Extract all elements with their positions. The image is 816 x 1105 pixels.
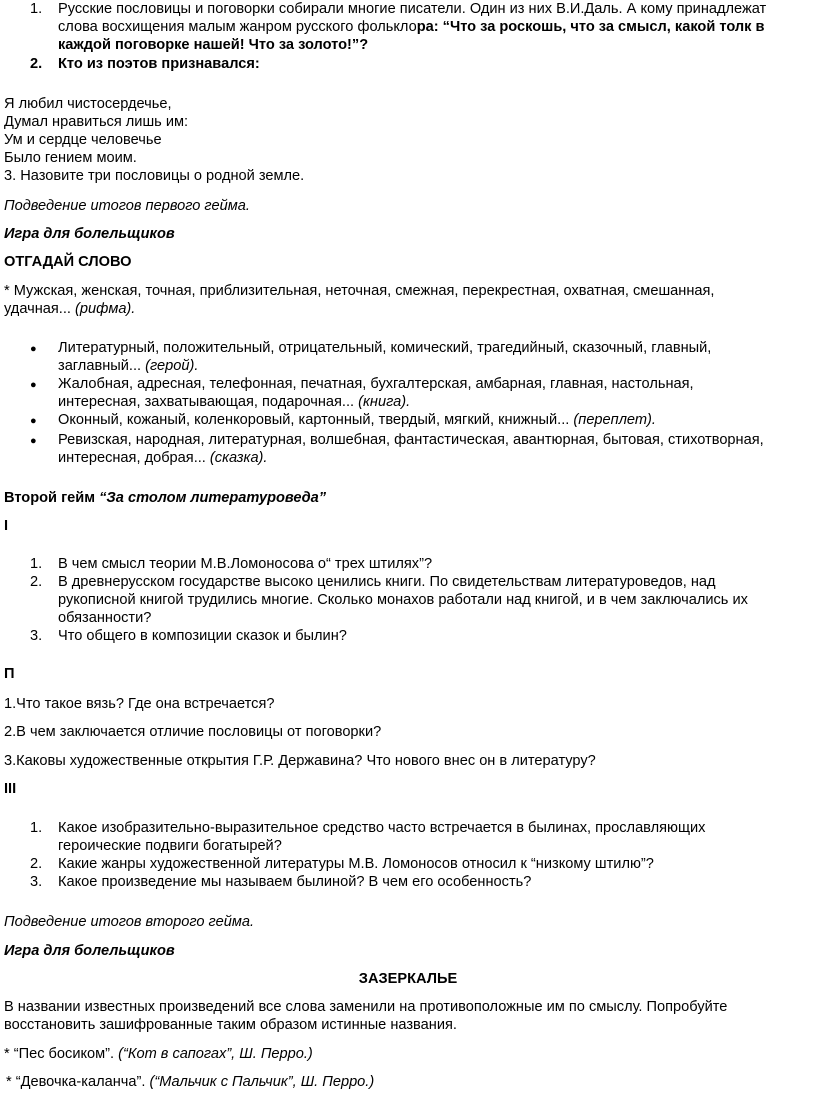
- bullet-1-answer: (герой).: [145, 358, 199, 374]
- mirror-item-1: [4, 1046, 810, 1063]
- game-2-heading: [4, 490, 810, 507]
- summary-second-game: Подведение итогов второго гейма.: [4, 914, 254, 930]
- s3-q1-line-2: героические подвиги богатырей?: [58, 838, 282, 854]
- bullet-1-line-2: [58, 358, 810, 375]
- mirror-item-2-question: * “Девочка-каланча”.: [6, 1074, 146, 1090]
- game-2-title: “За столом литературоведа”: [99, 490, 327, 506]
- section-1-label: I: [4, 518, 9, 534]
- s3-q1-line-1: Какое изобразительно-выразительное средство часто встречается в былинах, прославляющих: [58, 820, 706, 836]
- bullet-1-line-1: Литературный, положительный, отрицательный, комический, трагедийный, сказочный, главный,: [58, 340, 712, 356]
- fans-heading-1: Игра для болельщиков: [4, 226, 175, 242]
- q2-number: 2.: [30, 56, 43, 72]
- bullet-4-line-1: Ревизская, народная, литературная, волшебная, фантастическая, авантюрная, бытовая, стихотворная,: [58, 432, 764, 448]
- s1-q1-number: 1.: [30, 556, 43, 572]
- q1-line-3: каждой поговорке нашей! Что за золото!”?: [58, 37, 369, 53]
- bullet-dot-1: ●: [30, 343, 37, 355]
- mirror-item-1-answer: (“Кот в сапогах”, Ш. Перро.): [118, 1046, 313, 1062]
- s3-q2-number: 2.: [30, 856, 43, 872]
- rhyme-line-1: * Мужская, женская, точная, приблизительная, неточная, смежная, перекрестная, охватная, смешанная,: [4, 283, 715, 299]
- fans-heading-2: Игра для болельщиков: [4, 943, 175, 959]
- s1-q1-line-1: В чем смысл теории М.В.Ломоносова о“ трех штилях”?: [58, 556, 433, 572]
- q1-line-2-bold: ра: “Что за роскошь, что за смысл, какой толк в: [416, 19, 765, 35]
- mirror-item-2: [6, 1074, 812, 1091]
- poem-line-4: Было гением моим.: [4, 150, 137, 166]
- q1-number: 1.: [30, 1, 43, 17]
- poem-line-3: Ум и сердце человечье: [4, 132, 162, 148]
- s3-q2-line-1: Какие жанры художественной литературы М.В. Ломоносов относил к “низкому штилю”?: [58, 856, 654, 872]
- rhyme-line-2: [4, 301, 810, 318]
- s3-q1-number: 1.: [30, 820, 43, 836]
- s1-q3-number: 3.: [30, 628, 43, 644]
- mirror-intro-line-2: восстановить зашифрованные таким образом истинные названия.: [4, 1017, 457, 1033]
- mirror-intro-line-1: В названии известных произведений все слова заменили на противоположные им по смыслу. Попробуйте: [4, 999, 728, 1015]
- summary-first-game: Подведение итогов первого гейма.: [4, 198, 250, 214]
- s2-q1: 1.Что такое вязь? Где она встречается?: [4, 696, 275, 712]
- bullet-4-text: интересная, добрая...: [58, 450, 206, 466]
- bullet-dot-2: ●: [30, 379, 37, 391]
- s1-q2-line-3: обязанности?: [58, 610, 152, 626]
- mirror-heading: ЗАЗЕРКАЛЬЕ: [358, 971, 458, 987]
- mirror-item-1-question: * “Пес босиком”.: [4, 1046, 115, 1062]
- bullet-3-text: Оконный, кожаный, коленкоровый, картонный, твердый, мягкий, книжный...: [58, 412, 570, 428]
- bullet-2-text: интересная, захватывающая, подарочная...: [58, 394, 355, 410]
- s1-q2-line-1: В древнерусском государстве высоко ценились книги. По свидетельствам литературоведов, над: [58, 574, 716, 590]
- bullet-dot-3: ●: [30, 415, 37, 427]
- section-2-label: П: [4, 666, 15, 682]
- s1-q2-number: 2.: [30, 574, 43, 590]
- rhyme-line-2-text: удачная...: [4, 301, 71, 317]
- q1-line-1: Русские пословицы и поговорки собирали многие писатели. Один из них В.И.Даль. А кому принадлежат: [58, 1, 767, 17]
- poem-line-1: Я любил чистосердечье,: [4, 96, 172, 112]
- s2-q3: 3.Каковы художественные открытия Г.Р. Державина? Что нового внес он в литературу?: [4, 753, 596, 769]
- s1-q3-line-1: Что общего в композиции сказок и былин?: [58, 628, 347, 644]
- guess-word-heading: ОТГАДАЙ СЛОВО: [4, 254, 132, 270]
- rhyme-answer: (рифма).: [75, 301, 136, 317]
- q1-line-2: [58, 19, 810, 36]
- s1-q2-line-2: рукописной книгой трудились многие. Сколько монахов работали над книгой, и в чем заключались их: [58, 592, 748, 608]
- bullet-1-text: заглавный...: [58, 358, 142, 374]
- mirror-item-2-answer: (“Мальчик с Пальчик”, Ш. Перро.): [149, 1074, 375, 1090]
- bullet-3-line-1: [58, 412, 810, 429]
- q1-line-2-regular: слова восхищения малым жанром русского фолькло: [58, 19, 417, 35]
- bullet-4-line-2: [58, 450, 810, 467]
- bullet-4-answer: (сказка).: [209, 450, 268, 466]
- poem-line-2: Думал нравиться лишь им:: [4, 114, 189, 130]
- q2-text: Кто из поэтов признавался:: [58, 56, 260, 72]
- game-2-label: Второй гейм: [4, 490, 96, 506]
- q3-text: 3. Назовите три пословицы о родной земле.: [4, 168, 305, 184]
- bullet-2-line-2: [58, 394, 810, 411]
- s3-q3-number: 3.: [30, 874, 43, 890]
- section-3-label: III: [4, 781, 17, 797]
- s2-q2: 2.В чем заключается отличие пословицы от поговорки?: [4, 724, 382, 740]
- bullet-2-answer: (книга).: [358, 394, 411, 410]
- bullet-dot-4: ●: [30, 435, 37, 447]
- bullet-2-line-1: Жалобная, адресная, телефонная, печатная, бухгалтерская, амбарная, главная, настольная,: [58, 376, 694, 392]
- bullet-3-answer: (переплет).: [573, 412, 656, 428]
- s3-q3-line-1: Какое произведение мы называем былиной? В чем его особенность?: [58, 874, 532, 890]
